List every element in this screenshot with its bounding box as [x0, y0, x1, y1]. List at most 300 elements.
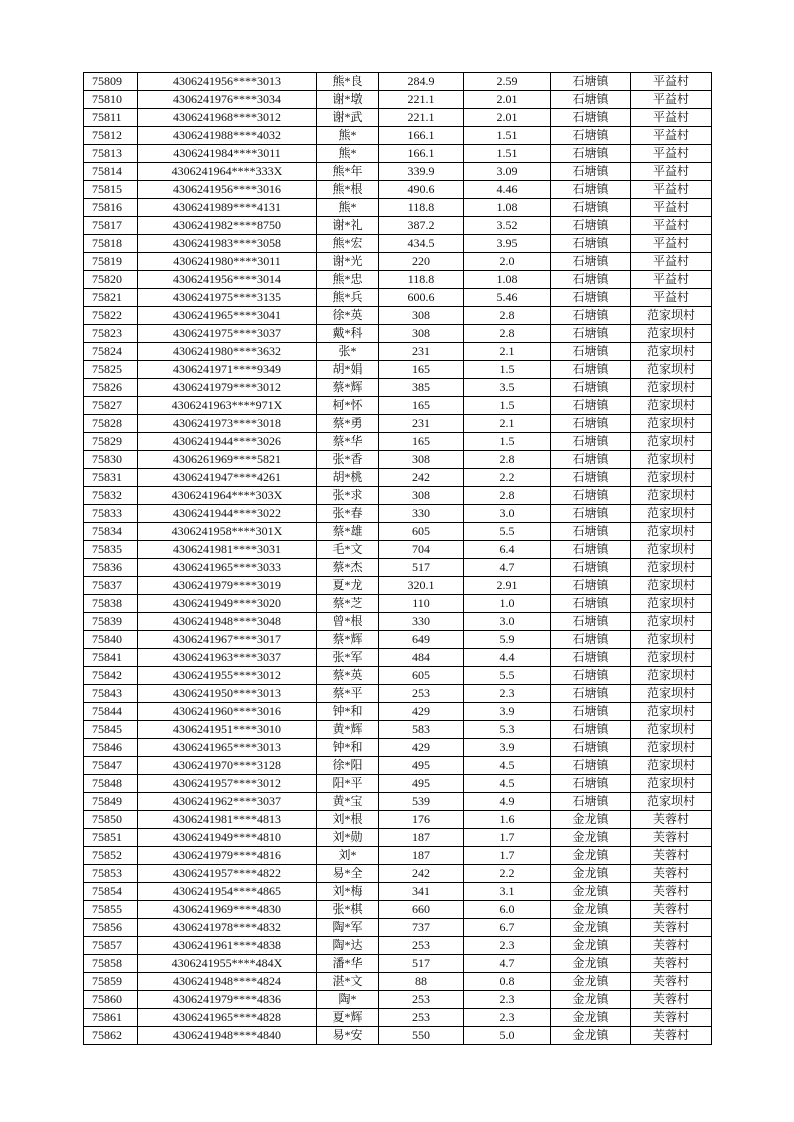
amount-cell: 550 — [379, 1027, 464, 1045]
area-cell: 2.3 — [464, 937, 551, 955]
table-row — [84, 883, 712, 901]
area-cell: 6.4 — [464, 541, 551, 559]
town-cell: 石塘镇 — [551, 739, 631, 757]
area-cell: 1.08 — [464, 271, 551, 289]
town-cell: 石塘镇 — [551, 631, 631, 649]
id-number-cell: 4306241950****3013 — [138, 685, 317, 703]
table-row — [84, 775, 712, 793]
row-number-cell: 75830 — [84, 451, 138, 469]
id-number-cell: 4306241949****3020 — [138, 595, 317, 613]
id-number-cell: 4306241955****484X — [138, 955, 317, 973]
village-cell: 范家坝村 — [631, 721, 712, 739]
name-cell: 刘*梅 — [317, 883, 379, 901]
area-cell: 5.46 — [464, 289, 551, 307]
name-cell: 熊* — [317, 199, 379, 217]
amount-cell: 660 — [379, 901, 464, 919]
town-cell: 石塘镇 — [551, 199, 631, 217]
town-cell: 石塘镇 — [551, 775, 631, 793]
name-cell: 徐*英 — [317, 307, 379, 325]
table-row — [84, 955, 712, 973]
area-cell: 1.6 — [464, 811, 551, 829]
id-number-cell: 4306241956****3014 — [138, 271, 317, 289]
row-number-cell: 75834 — [84, 523, 138, 541]
name-cell: 戴*科 — [317, 325, 379, 343]
amount-cell: 187 — [379, 829, 464, 847]
id-number-cell: 4306241956****3013 — [138, 73, 317, 91]
id-number-cell: 4306241975****3037 — [138, 325, 317, 343]
amount-cell: 517 — [379, 559, 464, 577]
amount-cell: 495 — [379, 757, 464, 775]
id-number-cell: 4306241982****8750 — [138, 217, 317, 235]
id-number-cell: 4306241957****4822 — [138, 865, 317, 883]
row-number-cell: 75814 — [84, 163, 138, 181]
row-number-cell: 75859 — [84, 973, 138, 991]
row-number-cell: 75837 — [84, 577, 138, 595]
town-cell: 金龙镇 — [551, 883, 631, 901]
area-cell: 6.0 — [464, 901, 551, 919]
table-row — [84, 973, 712, 991]
village-cell: 芙蓉村 — [631, 829, 712, 847]
town-cell: 金龙镇 — [551, 919, 631, 937]
table-row — [84, 1009, 712, 1027]
row-number-cell: 75818 — [84, 235, 138, 253]
village-cell: 范家坝村 — [631, 541, 712, 559]
town-cell: 石塘镇 — [551, 451, 631, 469]
id-number-cell: 4306241988****4032 — [138, 127, 317, 145]
town-cell: 石塘镇 — [551, 757, 631, 775]
row-number-cell: 75822 — [84, 307, 138, 325]
amount-cell: 339.9 — [379, 163, 464, 181]
table-row — [84, 235, 712, 253]
town-cell: 石塘镇 — [551, 541, 631, 559]
town-cell: 石塘镇 — [551, 145, 631, 163]
table-row — [84, 703, 712, 721]
village-cell: 芙蓉村 — [631, 937, 712, 955]
table-row — [84, 397, 712, 415]
town-cell: 石塘镇 — [551, 559, 631, 577]
name-cell: 徐*阳 — [317, 757, 379, 775]
village-cell: 范家坝村 — [631, 325, 712, 343]
table-row — [84, 811, 712, 829]
row-number-cell: 75826 — [84, 379, 138, 397]
village-cell: 芙蓉村 — [631, 883, 712, 901]
name-cell: 张*求 — [317, 487, 379, 505]
row-number-cell: 75849 — [84, 793, 138, 811]
area-cell: 2.2 — [464, 469, 551, 487]
row-number-cell: 75827 — [84, 397, 138, 415]
town-cell: 石塘镇 — [551, 73, 631, 91]
id-number-cell: 4306241961****4838 — [138, 937, 317, 955]
table-row — [84, 271, 712, 289]
amount-cell: 308 — [379, 307, 464, 325]
id-number-cell: 4306241981****3031 — [138, 541, 317, 559]
amount-cell: 330 — [379, 613, 464, 631]
name-cell: 张*棋 — [317, 901, 379, 919]
name-cell: 蔡*辉 — [317, 379, 379, 397]
table-row — [84, 559, 712, 577]
area-cell: 1.5 — [464, 361, 551, 379]
name-cell: 黄*辉 — [317, 721, 379, 739]
town-cell: 石塘镇 — [551, 127, 631, 145]
name-cell: 张*春 — [317, 505, 379, 523]
town-cell: 石塘镇 — [551, 289, 631, 307]
table-row — [84, 253, 712, 271]
row-number-cell: 75851 — [84, 829, 138, 847]
row-number-cell: 75831 — [84, 469, 138, 487]
village-cell: 范家坝村 — [631, 487, 712, 505]
village-cell: 范家坝村 — [631, 307, 712, 325]
name-cell: 蔡*华 — [317, 433, 379, 451]
amount-cell: 118.8 — [379, 199, 464, 217]
name-cell: 陶*军 — [317, 919, 379, 937]
village-cell: 芙蓉村 — [631, 955, 712, 973]
id-number-cell: 4306241947****4261 — [138, 469, 317, 487]
amount-cell: 187 — [379, 847, 464, 865]
area-cell: 1.5 — [464, 397, 551, 415]
town-cell: 石塘镇 — [551, 487, 631, 505]
row-number-cell: 75810 — [84, 91, 138, 109]
name-cell: 钟*和 — [317, 703, 379, 721]
row-number-cell: 75809 — [84, 73, 138, 91]
row-number-cell: 75853 — [84, 865, 138, 883]
amount-cell: 517 — [379, 955, 464, 973]
town-cell: 石塘镇 — [551, 271, 631, 289]
name-cell: 曾*根 — [317, 613, 379, 631]
amount-cell: 231 — [379, 415, 464, 433]
village-cell: 范家坝村 — [631, 451, 712, 469]
area-cell: 3.1 — [464, 883, 551, 901]
table-row — [84, 487, 712, 505]
row-number-cell: 75832 — [84, 487, 138, 505]
id-number-cell: 4306241962****3037 — [138, 793, 317, 811]
id-number-cell: 4306241958****301X — [138, 523, 317, 541]
village-cell: 芙蓉村 — [631, 991, 712, 1009]
area-cell: 0.8 — [464, 973, 551, 991]
town-cell: 金龙镇 — [551, 955, 631, 973]
table-row — [84, 685, 712, 703]
village-cell: 范家坝村 — [631, 757, 712, 775]
town-cell: 石塘镇 — [551, 667, 631, 685]
name-cell: 谢*武 — [317, 109, 379, 127]
area-cell: 3.0 — [464, 613, 551, 631]
table-row — [84, 109, 712, 127]
amount-cell: 495 — [379, 775, 464, 793]
village-cell: 芙蓉村 — [631, 1009, 712, 1027]
town-cell: 石塘镇 — [551, 793, 631, 811]
town-cell: 石塘镇 — [551, 181, 631, 199]
name-cell: 熊*年 — [317, 163, 379, 181]
id-number-cell: 4306241963****3037 — [138, 649, 317, 667]
name-cell: 刘*根 — [317, 811, 379, 829]
row-number-cell: 75847 — [84, 757, 138, 775]
amount-cell: 242 — [379, 865, 464, 883]
amount-cell: 737 — [379, 919, 464, 937]
id-number-cell: 4306241981****4813 — [138, 811, 317, 829]
table-row — [84, 181, 712, 199]
table-row — [84, 163, 712, 181]
area-cell: 1.5 — [464, 433, 551, 451]
name-cell: 熊* — [317, 127, 379, 145]
name-cell: 熊* — [317, 145, 379, 163]
table-row — [84, 343, 712, 361]
name-cell: 陶*达 — [317, 937, 379, 955]
name-cell: 蔡*辉 — [317, 631, 379, 649]
name-cell: 黄*宝 — [317, 793, 379, 811]
amount-cell: 165 — [379, 361, 464, 379]
table-row — [84, 91, 712, 109]
area-cell: 1.51 — [464, 145, 551, 163]
row-number-cell: 75829 — [84, 433, 138, 451]
id-number-cell: 4306241965****4828 — [138, 1009, 317, 1027]
village-cell: 范家坝村 — [631, 361, 712, 379]
town-cell: 金龙镇 — [551, 1009, 631, 1027]
table-row — [84, 793, 712, 811]
table-row — [84, 523, 712, 541]
table-row — [84, 325, 712, 343]
area-cell: 5.5 — [464, 523, 551, 541]
name-cell: 易*安 — [317, 1027, 379, 1045]
town-cell: 金龙镇 — [551, 937, 631, 955]
table-row — [84, 145, 712, 163]
area-cell: 3.9 — [464, 703, 551, 721]
row-number-cell: 75848 — [84, 775, 138, 793]
village-cell: 范家坝村 — [631, 577, 712, 595]
area-cell: 4.5 — [464, 775, 551, 793]
town-cell: 石塘镇 — [551, 505, 631, 523]
town-cell: 石塘镇 — [551, 649, 631, 667]
table-row — [84, 433, 712, 451]
town-cell: 石塘镇 — [551, 595, 631, 613]
id-number-cell: 4306241980****3632 — [138, 343, 317, 361]
row-number-cell: 75855 — [84, 901, 138, 919]
name-cell: 钟*和 — [317, 739, 379, 757]
village-cell: 范家坝村 — [631, 649, 712, 667]
id-number-cell: 4306261969****5821 — [138, 451, 317, 469]
area-cell: 2.0 — [464, 253, 551, 271]
id-number-cell: 4306241979****4816 — [138, 847, 317, 865]
row-number-cell: 75844 — [84, 703, 138, 721]
row-number-cell: 75835 — [84, 541, 138, 559]
amount-cell: 221.1 — [379, 109, 464, 127]
village-cell: 平益村 — [631, 199, 712, 217]
area-cell: 5.5 — [464, 667, 551, 685]
table-row — [84, 73, 712, 91]
town-cell: 石塘镇 — [551, 361, 631, 379]
name-cell: 张*军 — [317, 649, 379, 667]
name-cell: 张* — [317, 343, 379, 361]
area-cell: 5.9 — [464, 631, 551, 649]
id-number-cell: 4306241979****3012 — [138, 379, 317, 397]
town-cell: 金龙镇 — [551, 829, 631, 847]
amount-cell: 231 — [379, 343, 464, 361]
village-cell: 范家坝村 — [631, 685, 712, 703]
area-cell: 3.09 — [464, 163, 551, 181]
data-table — [83, 72, 712, 1045]
amount-cell: 176 — [379, 811, 464, 829]
village-cell: 平益村 — [631, 181, 712, 199]
area-cell: 2.01 — [464, 91, 551, 109]
row-number-cell: 75821 — [84, 289, 138, 307]
area-cell: 5.0 — [464, 1027, 551, 1045]
area-cell: 2.3 — [464, 685, 551, 703]
row-number-cell: 75852 — [84, 847, 138, 865]
amount-cell: 308 — [379, 325, 464, 343]
name-cell: 蔡*芝 — [317, 595, 379, 613]
row-number-cell: 75824 — [84, 343, 138, 361]
name-cell: 湛*文 — [317, 973, 379, 991]
village-cell: 芙蓉村 — [631, 1027, 712, 1045]
name-cell: 阳*平 — [317, 775, 379, 793]
area-cell: 4.5 — [464, 757, 551, 775]
table-body — [84, 73, 712, 1045]
village-cell: 芙蓉村 — [631, 901, 712, 919]
row-number-cell: 75836 — [84, 559, 138, 577]
town-cell: 石塘镇 — [551, 613, 631, 631]
id-number-cell: 4306241980****3011 — [138, 253, 317, 271]
village-cell: 范家坝村 — [631, 469, 712, 487]
name-cell: 蔡*勇 — [317, 415, 379, 433]
row-number-cell: 75838 — [84, 595, 138, 613]
id-number-cell: 4306241978****4832 — [138, 919, 317, 937]
name-cell: 陶* — [317, 991, 379, 1009]
table-row — [84, 865, 712, 883]
village-cell: 范家坝村 — [631, 667, 712, 685]
row-number-cell: 75850 — [84, 811, 138, 829]
name-cell: 熊*宏 — [317, 235, 379, 253]
amount-cell: 308 — [379, 487, 464, 505]
id-number-cell: 4306241948****4840 — [138, 1027, 317, 1045]
row-number-cell: 75843 — [84, 685, 138, 703]
town-cell: 石塘镇 — [551, 721, 631, 739]
area-cell: 2.91 — [464, 577, 551, 595]
town-cell: 石塘镇 — [551, 523, 631, 541]
amount-cell: 429 — [379, 739, 464, 757]
table-row — [84, 541, 712, 559]
area-cell: 4.46 — [464, 181, 551, 199]
table-row — [84, 289, 712, 307]
amount-cell: 387.2 — [379, 217, 464, 235]
amount-cell: 583 — [379, 721, 464, 739]
area-cell: 3.52 — [464, 217, 551, 235]
row-number-cell: 75854 — [84, 883, 138, 901]
table-row — [84, 307, 712, 325]
area-cell: 1.51 — [464, 127, 551, 145]
table-row — [84, 451, 712, 469]
id-number-cell: 4306241971****9349 — [138, 361, 317, 379]
name-cell: 蔡*雄 — [317, 523, 379, 541]
name-cell: 谢*礼 — [317, 217, 379, 235]
town-cell: 石塘镇 — [551, 415, 631, 433]
village-cell: 平益村 — [631, 253, 712, 271]
row-number-cell: 75839 — [84, 613, 138, 631]
village-cell: 芙蓉村 — [631, 811, 712, 829]
amount-cell: 490.6 — [379, 181, 464, 199]
name-cell: 熊*根 — [317, 181, 379, 199]
area-cell: 1.7 — [464, 847, 551, 865]
table-row — [84, 757, 712, 775]
row-number-cell: 75820 — [84, 271, 138, 289]
area-cell: 1.0 — [464, 595, 551, 613]
village-cell: 平益村 — [631, 289, 712, 307]
town-cell: 石塘镇 — [551, 235, 631, 253]
table-row — [84, 469, 712, 487]
id-number-cell: 4306241976****3034 — [138, 91, 317, 109]
town-cell: 石塘镇 — [551, 217, 631, 235]
table-row — [84, 1027, 712, 1045]
area-cell: 2.2 — [464, 865, 551, 883]
row-number-cell: 75861 — [84, 1009, 138, 1027]
area-cell: 2.8 — [464, 487, 551, 505]
amount-cell: 253 — [379, 937, 464, 955]
row-number-cell: 75856 — [84, 919, 138, 937]
area-cell: 2.59 — [464, 73, 551, 91]
id-number-cell: 4306241960****3016 — [138, 703, 317, 721]
town-cell: 石塘镇 — [551, 685, 631, 703]
name-cell: 张*香 — [317, 451, 379, 469]
area-cell: 4.7 — [464, 955, 551, 973]
village-cell: 范家坝村 — [631, 739, 712, 757]
id-number-cell: 4306241948****3048 — [138, 613, 317, 631]
row-number-cell: 75828 — [84, 415, 138, 433]
amount-cell: 242 — [379, 469, 464, 487]
table-row — [84, 649, 712, 667]
town-cell: 石塘镇 — [551, 325, 631, 343]
name-cell: 潘*华 — [317, 955, 379, 973]
id-number-cell: 4306241983****3058 — [138, 235, 317, 253]
table-row — [84, 739, 712, 757]
area-cell: 4.9 — [464, 793, 551, 811]
name-cell: 蔡*英 — [317, 667, 379, 685]
area-cell: 3.0 — [464, 505, 551, 523]
village-cell: 平益村 — [631, 127, 712, 145]
village-cell: 范家坝村 — [631, 631, 712, 649]
amount-cell: 165 — [379, 397, 464, 415]
id-number-cell: 4306241965****3033 — [138, 559, 317, 577]
row-number-cell: 75860 — [84, 991, 138, 1009]
row-number-cell: 75811 — [84, 109, 138, 127]
town-cell: 石塘镇 — [551, 163, 631, 181]
village-cell: 平益村 — [631, 217, 712, 235]
area-cell: 2.8 — [464, 325, 551, 343]
id-number-cell: 4306241963****971X — [138, 397, 317, 415]
row-number-cell: 75813 — [84, 145, 138, 163]
table-row — [84, 901, 712, 919]
row-number-cell: 75825 — [84, 361, 138, 379]
amount-cell: 166.1 — [379, 127, 464, 145]
town-cell: 金龙镇 — [551, 847, 631, 865]
town-cell: 石塘镇 — [551, 433, 631, 451]
table-row — [84, 721, 712, 739]
id-number-cell: 4306241979****4836 — [138, 991, 317, 1009]
row-number-cell: 75812 — [84, 127, 138, 145]
town-cell: 金龙镇 — [551, 811, 631, 829]
area-cell: 2.8 — [464, 307, 551, 325]
id-number-cell: 4306241979****3019 — [138, 577, 317, 595]
id-number-cell: 4306241989****4131 — [138, 199, 317, 217]
row-number-cell: 75858 — [84, 955, 138, 973]
area-cell: 1.08 — [464, 199, 551, 217]
name-cell: 易*全 — [317, 865, 379, 883]
table-row — [84, 667, 712, 685]
name-cell: 谢*光 — [317, 253, 379, 271]
amount-cell: 284.9 — [379, 73, 464, 91]
area-cell: 3.95 — [464, 235, 551, 253]
row-number-cell: 75817 — [84, 217, 138, 235]
row-number-cell: 75819 — [84, 253, 138, 271]
name-cell: 熊*忠 — [317, 271, 379, 289]
amount-cell: 434.5 — [379, 235, 464, 253]
id-number-cell: 4306241956****3016 — [138, 181, 317, 199]
